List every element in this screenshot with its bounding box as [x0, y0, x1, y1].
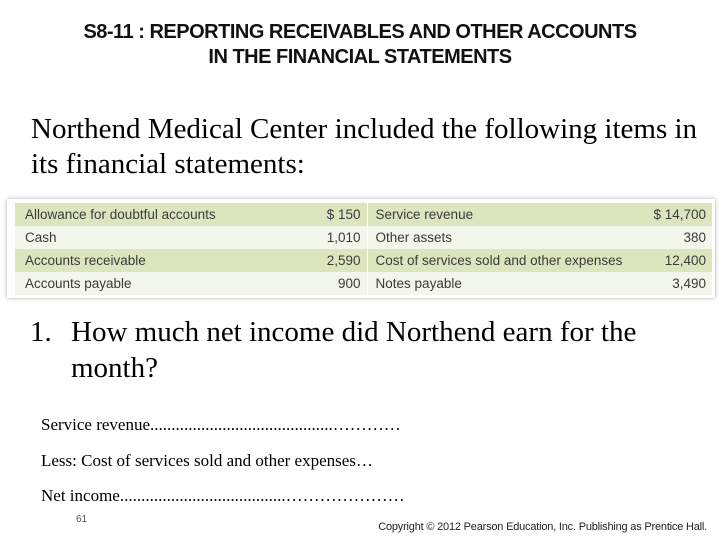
table-row	[15, 226, 712, 249]
item-label: Other assets	[367, 226, 649, 249]
financial-items-table-image	[7, 199, 715, 298]
item-amount: 3,490	[649, 272, 712, 295]
slide-title-line-2: IN THE FINANCIAL STATEMENTS	[208, 46, 512, 68]
question	[30, 314, 700, 386]
slide-title-line-1: S8-11 : REPORTING RECEIVABLES AND OTHER ACCOUNTS	[83, 21, 637, 43]
item-amount: 1,010	[281, 226, 367, 249]
item-label: Accounts receivable	[15, 249, 281, 272]
item-label: Notes payable	[367, 272, 649, 295]
item-amount: 900	[281, 272, 367, 295]
slide-title	[0, 20, 720, 70]
item-label: Accounts payable	[15, 272, 281, 295]
table-row	[15, 249, 712, 272]
item-amount: 12,400	[649, 249, 712, 272]
calc-less-expenses: Less: Cost of services sold and other expenses…	[41, 451, 373, 470]
item-label: Cost of services sold and other expenses	[367, 249, 649, 272]
item-amount: $ 14,700	[649, 203, 712, 226]
item-amount: 380	[649, 226, 712, 249]
item-amount: $ 150	[281, 203, 367, 226]
financial-items-table	[15, 203, 712, 295]
question-text: How much net income did Northend earn for the month?	[71, 316, 637, 384]
page-number: 61	[76, 514, 88, 525]
calc-service-revenue: Service revenue...........................................…………	[41, 415, 401, 434]
intro-text: Northend Medical Center included the following items in its financial statements:	[31, 113, 698, 180]
item-label: Service revenue	[367, 203, 649, 226]
calc-net-income: Net income.......................................…………………	[41, 486, 405, 505]
item-label: Cash	[15, 226, 281, 249]
table-row	[15, 203, 712, 226]
copyright-notice: Copyright © 2012 Pearson Education, Inc. Publishing as Prentice Hall.	[378, 521, 707, 533]
question-number: 1.	[30, 316, 52, 348]
table-row	[15, 272, 712, 295]
item-label: Allowance for doubtful accounts	[15, 203, 281, 226]
item-amount: 2,590	[281, 249, 367, 272]
